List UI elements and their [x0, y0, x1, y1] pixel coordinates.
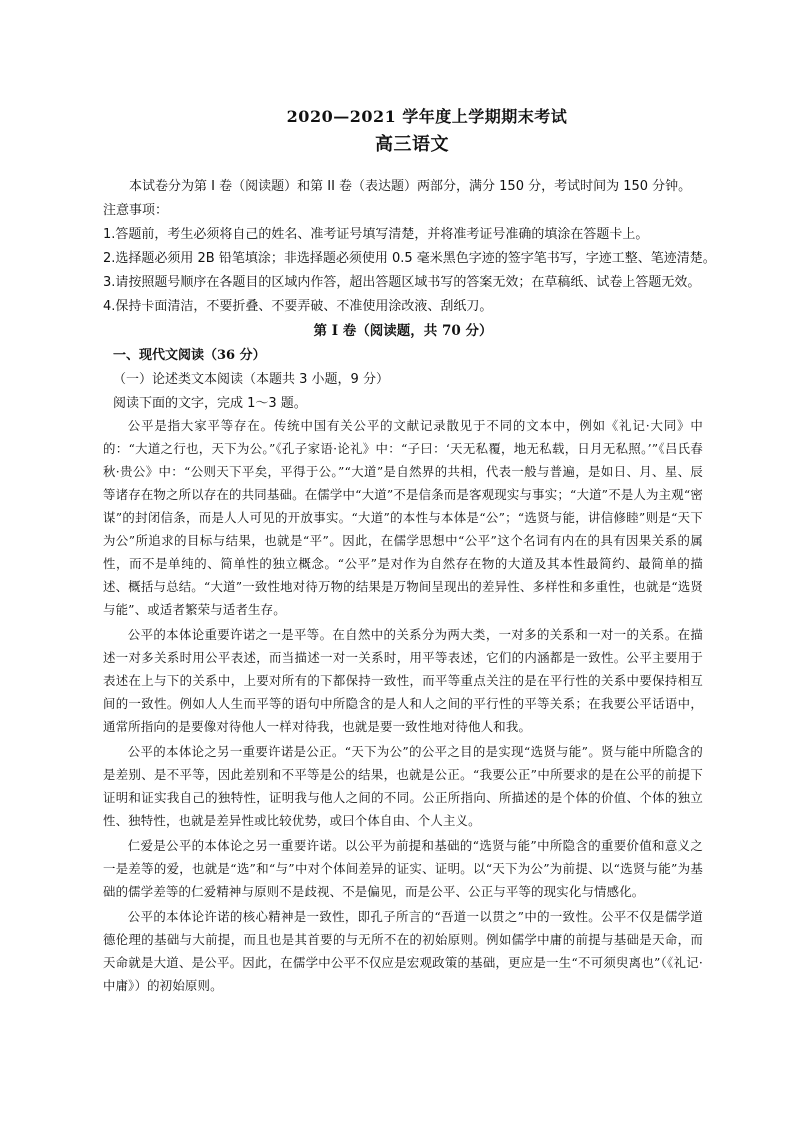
subsection-heading: （一）论述类文本阅读（本题共 3 小题，9 分）: [113, 372, 389, 387]
notice-item-2: 2.选择题必须用 2B 铅笔填涂；非选择题必须使用 0.5 毫米黑色字迹的签字笔书写，字迹工整、笔迹清楚。: [103, 251, 716, 266]
notice-item-1: 1.答题前，考生必须将自己的姓名、准考证号填写清楚，并将准考证号准确的填涂在答题卡上。: [103, 227, 649, 242]
passage-paragraph-4: 仁爱是公平的本体论之另一重要许诺。以公平为前提和基础的“选贤与能”中所隐含的重要价值和意义之一是差等的爱，也就是“选”和“与”中对个体间差异的证实、证明。以“天下为公”为前提、以“选贤与能”为基础的儒学差等的仁爱精神与原则不是歧视、不是偏见，而是公平、公正与平等的现实化与情感化。: [103, 838, 703, 899]
passage-paragraph-2: 公平的本体论重要许诺之一是平等。在自然中的关系分为两大类，一对多的关系和一对一的关系。在描述一对多关系时用公平表述，而当描述一对一关系时，用平等表述，它们的内涵都是一致性。公平主要用于表述在上与下的关系中，上要对所有的下都保持一致性，而平等重点关注的是在平行性的关系中要保持相互间的一致性。例如人人生而平等的语句中所隐含的是人和人之间的平行性的平等关系；在我要公平话语中，通常所指向的是要像对待他人一样对待我，也就是要一致性地对待他人和我。: [103, 627, 703, 734]
reading-direction: 阅读下面的文字，完成 1～3 题。: [113, 396, 307, 411]
notice-item-3: 3.请按照题号顺序在各题目的区域内作答，超出答题区域书写的答案无效；在草稿纸、试卷上答题无效。: [103, 275, 701, 290]
section-heading: 一、现代文阅读（36 分）: [113, 348, 266, 363]
passage-paragraph-1: 公平是指大家平等存在。传统中国有关公平的文献记录散见于不同的文本中，例如《礼记·大同》中的：“大道之行也，天下为公。”《孔子家语·论礼》中：“子曰：‘天无私覆，地无私载，日月无私照。’”《吕氏春秋·贵公》中：“公则天下平矣，平得于公。”“大道”是自然界的共相，代表一般与普遍，是如日、月、星、辰等诸存在物之所以存在的共同基础。在儒学中“大道”不是信条而是客观现实与事实；“大道”不是人为主观“密谋”的封闭信条，而是人人可见的开放事实。“大道”的本性与本体是“公”；“选贤与能，讲信修睦”则是“天下为公”所追求的目标与结果，也就是“平”。因此，在儒学思想中“公平”这个名词有内在的具有因果关系的属性，而不是单纯的、简单性的独立概念。“公平”是对作为自然存在物的大道及其本性最简约、最简单的描述、概括与总结。“大道”一致性地对待万物的结果是万物间呈现出的差异性、多样性和多重性，也就是“选贤与能”、或适者繁荣与适者生存。: [103, 418, 703, 617]
part-title: 第 I 卷（阅读题，共 70 分）: [313, 323, 493, 339]
exam-subject: 高三语文: [375, 134, 449, 155]
reading-passage: [103, 414, 703, 997]
notice-item-4: 4.保持卡面清洁，不要折叠、不要弄破、不准使用涂改液、刮纸刀。: [103, 299, 493, 314]
passage-paragraph-3: 公平的本体论之另一重要许诺是公正。“天下为公”的公平之目的是实现“选贤与能”。贤与能中所隐含的是差别、是不平等，因此差别和不平等是公的结果，也就是公正。“我要公正”中所要求的是在公平的前提下证明和证实我自己的独特性，证明我与他人之间的不同。公正所指向、所描述的是个体的价值、个体的独立性、独特性，也就是差异性或比较优势，或曰个体自由、个人主义。: [103, 744, 703, 828]
intro-text: 本试卷分为第 I 卷（阅读题）和第 II 卷（表达题）两部分，满分 150 分，考试时间为 150 分钟。: [129, 179, 692, 194]
notice-label: 注意事项：: [103, 203, 169, 218]
exam-title: 2020—2021 学年度上学期期末考试: [286, 107, 568, 126]
passage-paragraph-5: 公平的本体论许诺的核心精神是一致性，即孔子所言的“吾道一以贯之”中的一致性。公平不仅是儒学道德伦理的基础与大前提，而且也是其首要的与无所不在的初始原则。例如儒学中庸的前提与基础是天命，而天命就是大道、是公平。因此，在儒学中公平不仅应是宏观政策的基础，更应是一生“不可须臾离也”（《礼记·中庸》）的初始原则。: [103, 909, 703, 993]
